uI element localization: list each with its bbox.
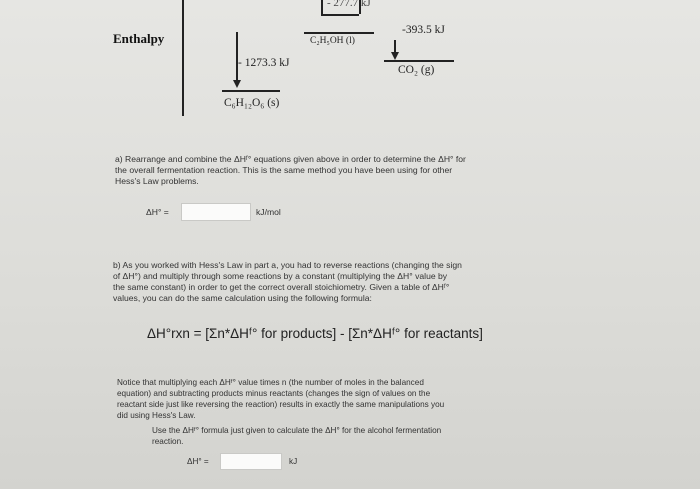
glucose-arrow-head (233, 80, 241, 88)
use-answer-input[interactable] (220, 453, 282, 470)
part-b-line-4: values, you can do the same calculation using the following formula: (113, 293, 372, 303)
co2-label: CO₂ (g) (398, 64, 435, 76)
part-b-line-2: of ΔH°) and multiply through some reactions by a constant (multiplying the ΔH° value by (113, 271, 448, 281)
top-arrow-line (321, 0, 323, 14)
top-level-line (321, 14, 359, 16)
use-dh-label: ΔH° = (187, 457, 209, 466)
co2-arrow-head (391, 52, 399, 60)
part-a-line-1: a) Rearrange and combine the ΔHᶠ° equations given above in order to determine the ΔH° for (115, 154, 466, 164)
hess-formula: ΔH°rxn = [Σn*ΔHᶠ° for products] - [Σn*ΔHᶠ° for reactants] (147, 326, 483, 341)
enthalpy-label: Enthalpy (113, 31, 165, 46)
notice-line-3: reactant side just like reversing the reaction) results in exactly the same manipulations you (117, 400, 445, 409)
co2-value-label: -393.5 kJ (402, 24, 445, 36)
use-line-2: reaction. (152, 437, 184, 446)
part-a-dh-label: ΔH° = (146, 207, 169, 217)
notice-line-4: did using Hess's Law. (117, 411, 196, 420)
part-a-line-2: the overall fermentation reaction. This is the same method you have been using for other (115, 165, 453, 175)
part-b-line-3: the same constant) in order to get the correct overall stoichiometry. Given a table of ΔHᶠ° (113, 282, 450, 292)
glucose-value-label: - 1273.3 kJ (238, 57, 290, 69)
co2-level-line (384, 60, 454, 62)
part-a-unit: kJ/mol (256, 207, 281, 217)
ethanol-level-line (304, 32, 374, 34)
ethanol-label: C₂H₅OH (l) (310, 36, 355, 46)
notice-line-1: Notice that multiplying each ΔHᶠ° value times n (the number of moles in the balanced (117, 378, 424, 387)
top-value-label: - 277.7 kJ (327, 0, 371, 9)
glucose-label: C₆H₁₂O₆ (s) (224, 97, 280, 109)
use-line-1: Use the ΔHᶠ° formula just given to calculate the ΔH° for the alcohol fermentation (152, 426, 442, 435)
part-a-answer-input[interactable] (181, 203, 251, 221)
part-b-line-1: b) As you worked with Hess's Law in part a, you had to reverse reactions (changing the sign (113, 260, 462, 270)
glucose-level-line (222, 90, 280, 92)
use-unit: kJ (289, 457, 298, 466)
part-a-line-3: Hess's Law problems. (115, 176, 199, 186)
notice-line-2: equation) and subtracting products minus reactants (changes the sign of values on the (117, 389, 431, 398)
enthalpy-axis (182, 0, 184, 116)
